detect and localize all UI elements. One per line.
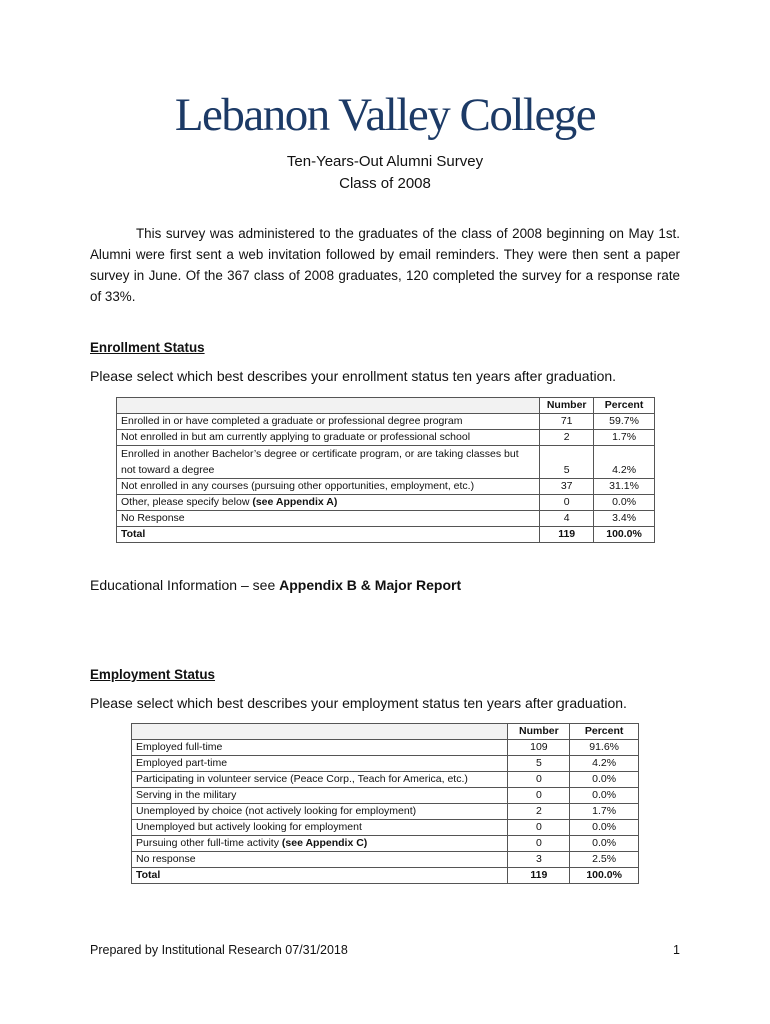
row-number: 3 [508, 852, 570, 868]
educational-text: Educational Information – see [90, 577, 280, 593]
intro-paragraph [90, 223, 680, 307]
row-number: 5 [508, 756, 570, 772]
appendix-b-reference: Appendix B & Major Report [279, 577, 462, 593]
enrollment-table [116, 397, 655, 543]
row-percent: 0.0% [570, 772, 639, 788]
appendix-a-reference: (see Appendix A) [252, 496, 338, 508]
row-number: 5 [540, 446, 594, 479]
prepared-by: Prepared by Institutional Research 07/31/2018 [90, 943, 348, 957]
survey-title: Ten-Years-Out Alumni Survey [286, 153, 484, 170]
row-number: 0 [508, 836, 570, 852]
row-label: Employed full-time [132, 740, 508, 756]
row-number: 4 [540, 511, 594, 527]
table-row [132, 820, 639, 836]
row-number: 2 [508, 804, 570, 820]
row-number: 0 [508, 820, 570, 836]
row-label: Serving in the military [132, 788, 508, 804]
row-percent: 1.7% [594, 430, 655, 446]
table-row [117, 446, 655, 479]
survey-class: Class of 2008 [339, 175, 431, 192]
enrollment-question: Please select which best describes your enrollment status ten years after graduation. [90, 368, 617, 384]
enrollment-heading: Enrollment Status [90, 340, 205, 355]
row-label-text: Pursuing other full-time activity [136, 837, 279, 849]
table-row [132, 852, 639, 868]
row-number: 71 [540, 414, 594, 430]
row-label: Enrolled in another Bachelor’s degree or certificate program, or are taking classes but not toward a degree [117, 446, 540, 479]
col-number-header: Number [508, 724, 570, 740]
row-percent: 0.0% [570, 836, 639, 852]
table-row [132, 804, 639, 820]
employment-question: Please select which best describes your employment status ten years after graduation. [90, 695, 627, 711]
row-label: No Response [117, 511, 540, 527]
row-label: Unemployed by choice (not actively looking for employment) [132, 804, 508, 820]
col-percent-header: Percent [570, 724, 639, 740]
total-number: 119 [508, 868, 570, 884]
row-label: Not enrolled in any courses (pursuing other opportunities, employment, etc.) [117, 479, 540, 495]
row-percent: 0.0% [570, 788, 639, 804]
table-row [117, 414, 655, 430]
row-percent: 4.2% [594, 446, 655, 479]
row-number: 109 [508, 740, 570, 756]
table-header-row [117, 398, 655, 414]
row-label: Enrolled in or have completed a graduate or professional degree program [117, 414, 540, 430]
total-percent: 100.0% [594, 527, 655, 543]
table-header-row [132, 724, 639, 740]
row-number: 37 [540, 479, 594, 495]
employment-heading: Employment Status [90, 667, 216, 682]
row-label: Employed part-time [132, 756, 508, 772]
table-row [132, 772, 639, 788]
row-percent: 0.0% [594, 495, 655, 511]
header-blank [132, 724, 508, 740]
col-percent-header: Percent [594, 398, 655, 414]
table-row [117, 479, 655, 495]
total-label: Total [117, 527, 540, 543]
total-row [132, 868, 639, 884]
row-percent: 31.1% [594, 479, 655, 495]
row-number: 2 [540, 430, 594, 446]
intro-text: This survey was administered to the graduates of the class of 2008 beginning on May 1st. Alumni were first sent a web invitation followed by email reminders. They were then sent a paper survey in June. Of the 367 class of 2008 graduates, 120 completed the survey for a response rate of 33%. [90, 226, 680, 304]
row-label [117, 495, 540, 511]
table-row [132, 836, 639, 852]
row-percent: 0.0% [570, 820, 639, 836]
table-row [117, 430, 655, 446]
appendix-c-reference: (see Appendix C) [281, 837, 368, 849]
total-percent: 100.0% [570, 868, 639, 884]
total-label: Total [132, 868, 508, 884]
table-row [132, 788, 639, 804]
page-number: 1 [673, 943, 680, 957]
row-percent: 1.7% [570, 804, 639, 820]
educational-info [90, 577, 461, 593]
row-percent: 59.7% [594, 414, 655, 430]
col-number-header: Number [540, 398, 594, 414]
employment-table [131, 723, 639, 884]
college-logo: Lebanon Valley College [174, 89, 596, 141]
row-label: Participating in volunteer service (Peace Corp., Teach for America, etc.) [132, 772, 508, 788]
row-label: No response [132, 852, 508, 868]
row-label-text: Other, please specify below [121, 496, 250, 508]
page-footer [90, 943, 680, 957]
row-number: 0 [508, 788, 570, 804]
table-row [117, 511, 655, 527]
row-percent: 2.5% [570, 852, 639, 868]
row-label: Unemployed but actively looking for employment [132, 820, 508, 836]
total-number: 119 [540, 527, 594, 543]
table-row [132, 740, 639, 756]
table-row [117, 495, 655, 511]
table-row [132, 756, 639, 772]
row-label [132, 836, 508, 852]
row-number: 0 [540, 495, 594, 511]
row-percent: 3.4% [594, 511, 655, 527]
total-row [117, 527, 655, 543]
row-label: Not enrolled in but am currently applying to graduate or professional school [117, 430, 540, 446]
row-percent: 91.6% [570, 740, 639, 756]
header-blank [117, 398, 540, 414]
row-percent: 4.2% [570, 756, 639, 772]
row-number: 0 [508, 772, 570, 788]
